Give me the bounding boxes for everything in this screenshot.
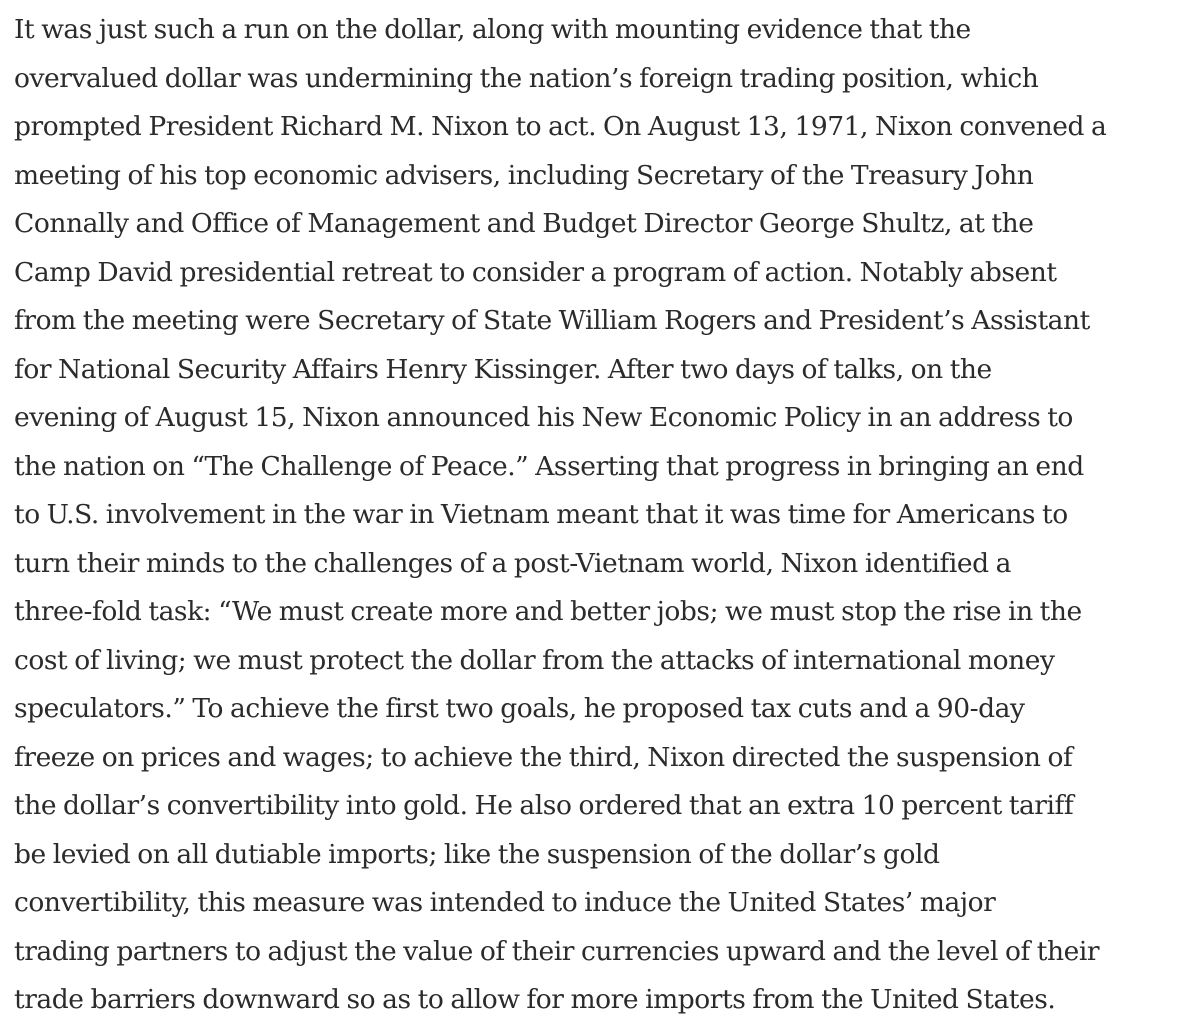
paragraph-line: turn their minds to the challenges of a post-Vietnam world, Nixon identified a bbox=[14, 547, 1011, 579]
paragraph-line: three-fold task: “We must create more and better jobs; we must stop the rise in the bbox=[14, 596, 1082, 627]
paragraph-line: freeze on prices and wages; to achieve the third, Nixon directed the suspension of bbox=[14, 741, 1073, 773]
paragraph-line: be levied on all dutiable imports; like the suspension of the dollar’s gold bbox=[14, 838, 940, 870]
paragraph-line: trading partners to adjust the value of their currencies upward and the level of their bbox=[14, 935, 1100, 967]
paragraph-line: from the meeting were Secretary of State William Rogers and President’s Assistant bbox=[14, 305, 1090, 336]
paragraph-line: evening of August 15, Nixon announced his New Economic Policy in an address to bbox=[14, 402, 1073, 433]
paragraph-line: convertibility, this measure was intended to induce the United States’ major bbox=[14, 887, 996, 918]
paragraph-line: meeting of his top economic advisers, including Secretary of the Treasury John bbox=[14, 159, 1034, 191]
paragraph-line: the dollar’s convertibility into gold. He also ordered that an extra 10 percent tariff bbox=[14, 790, 1074, 821]
body-paragraph bbox=[14, 6, 1190, 1025]
paragraph-line: Camp David presidential retreat to consider a program of action. Notably absent bbox=[14, 256, 1057, 288]
paragraph-line: prompted President Richard M. Nixon to act. On August 13, 1971, Nixon convened a bbox=[14, 111, 1107, 142]
paragraph-line: trade barriers downward so as to allow for more imports from the United States. bbox=[14, 984, 1056, 1015]
paragraph-line: overvalued dollar was undermining the nation’s foreign trading position, which bbox=[14, 62, 1039, 94]
paragraph-line: speculators.” To achieve the first two goals, he proposed tax cuts and a 90-day bbox=[14, 693, 1025, 724]
paragraph-line: to U.S. involvement in the war in Vietnam meant that it was time for Americans to bbox=[14, 499, 1068, 530]
paragraph-line: the nation on “The Challenge of Peace.” Asserting that progress in bringing an end bbox=[14, 450, 1084, 482]
paragraph-line: cost of living; we must protect the dollar from the attacks of international money bbox=[14, 644, 1055, 676]
paragraph-line: for National Security Affairs Henry Kissinger. After two days of talks, on the bbox=[14, 353, 992, 385]
paragraph-line: Connally and Office of Management and Budget Director George Shultz, at the bbox=[14, 208, 1034, 239]
paragraph-line: It was just such a run on the dollar, along with mounting evidence that the bbox=[14, 14, 971, 45]
